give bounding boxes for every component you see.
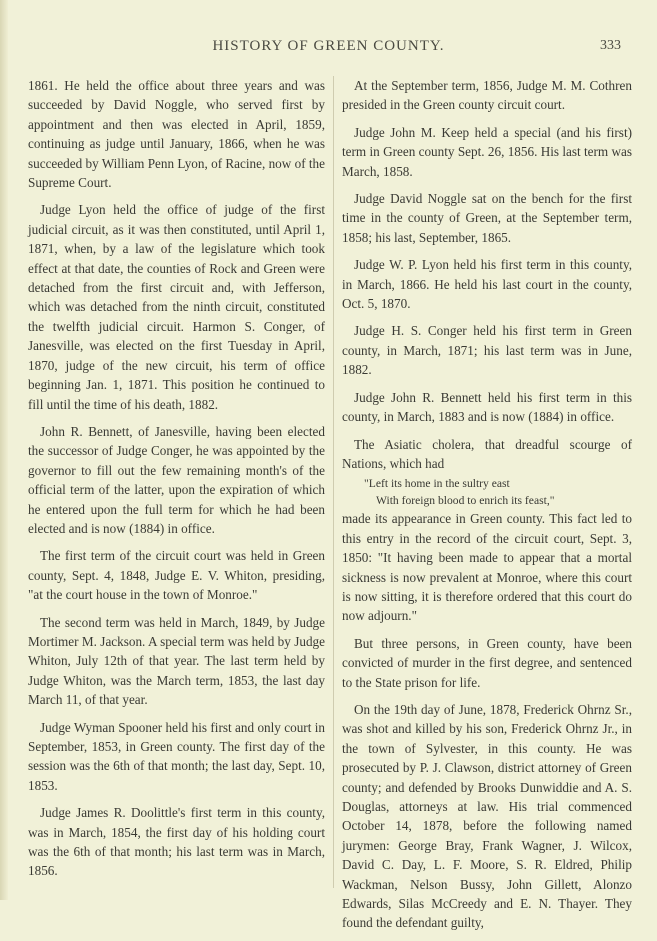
- paragraph: 1861. He held the office about three years and was succeeded by David Noggle, who served first by appointment and then was elected in April, 1859, continuing as judge until January, 1866, when he was succeeded by William Penn Lyon, of Racine, now of the Supreme Court.: [28, 78, 325, 191]
- verse-quote: [342, 475, 632, 509]
- verse-line: "Left its home in the sultry east: [364, 477, 510, 491]
- verse-line: With foreign blood to enrich its feast,": [376, 494, 555, 508]
- paragraph: Judge David Noggle sat on the bench for the first time in the county of Green, at the September term, 1858; his last, September, 1865.: [342, 191, 632, 245]
- paragraph: Judge Wyman Spooner held his first and only court in September, 1853, in Green county. The first day of the session was the 6th of that month; the last day, Sept. 10, 1853.: [28, 719, 325, 793]
- paragraph: The first term of the circuit court was held in Green county, Sept. 4, 1848, Judge E. V. Whiton, presiding, "at the court house in the town of Monroe.": [28, 548, 325, 603]
- left-column: [28, 76, 325, 889]
- page-edge: [0, 0, 8, 900]
- paragraph: Judge H. S. Conger held his first term in Green county, in March, 1871; his last term was in June, 1882.: [342, 323, 632, 378]
- column-divider: [333, 76, 334, 888]
- running-header: HISTORY OF GREEN COUNTY.: [212, 38, 445, 54]
- paragraph: made its appearance in Green county. This fact led to this entry in the record of the circuit court, Sept. 3, 1850: "It having been made to appear that a mortal sickness is now prevalent at Monroe, where this court is now sitting, it is therefore ordered that this court do now adjourn.": [342, 511, 632, 624]
- paragraph: At the September term, 1856, Judge M. M. Cothren presided in the Green county circuit court.: [342, 78, 632, 113]
- paragraph: Judge W. P. Lyon held his first term in this county, in March, 1866. He held his last court in the county, Oct. 5, 1870.: [342, 257, 632, 312]
- paragraph: John R. Bennett, of Janesville, having been elected the successor of Judge Conger, he was appointed by the governor to fill out the few remaining month's of the official term of the latter, upon the expiration of which he entered upon the full term for which he had been elected and is now (1884) in office.: [28, 423, 325, 536]
- paragraph: The Asiatic cholera, that dreadful scourge of Nations, which had: [342, 436, 632, 471]
- paragraph: But three persons, in Green county, have been convicted of murder in the first degree, and sentenced to the State prison for life.: [342, 635, 632, 690]
- page-number: 333: [600, 38, 621, 53]
- paragraph: Judge James R. Doolittle's first term in this county, was in March, 1854, the first day of his holding court was the 6th of that month; his last term was in March, 1856.: [28, 805, 325, 879]
- paragraph: Judge Lyon held the office of judge of the first judicial circuit, as it was then constituted, until April 1, 1871, when, by a law of the legislature which took effect at that date, the counties of Rock and Green were detached from the first circuit and, with Jefferson, which was detached from the ninth circuit, constituted the twelfth judicial circuit. Harmon S. Conger, of Janesville, was elected on the first Tuesday in April, 1870, judge of the new circuit, his term of office beginning Jan. 1, 1871. This position he continued to fill until the time of his death, 1882.: [28, 202, 325, 412]
- right-column: [342, 76, 632, 941]
- paragraph: The second term was held in March, 1849, by Judge Mortimer M. Jackson. A special term was held by Judge Whiton, July 12th of that year. The last term held by Judge Whiton, was the March term, 1853, the last day March 11, of that year.: [28, 614, 325, 708]
- paragraph: On the 19th day of June, 1878, Frederick Ohrnz Sr., was shot and killed by his son, Frederick Ohrnz Jr., in the town of Sylvester, in this county. He was prosecuted by P. J. Clawson, district attorney of Green county; and defended by Brooks Dunwiddie and A. S. Douglas, attorneys at law. His trial commenced October 14, 1878, before the following named jurymen: George Bray, Frank Wagner, J. Wilcox, David C. Day, L. F. Moore, S. R. Eldred, Philip Wackman, Nelson Bussy, John Gillett, Alonzo Edwards, Silas McCreedy and E. N. Thayer. They found the defendant guilty,: [342, 701, 632, 931]
- paragraph: Judge John M. Keep held a special (and his first) term in Green county Sept. 26, 1856. His last term was March, 1858.: [342, 124, 632, 179]
- paragraph: Judge John R. Bennett held his first term in this county, in March, 1883 and is now (1884) in office.: [342, 389, 632, 425]
